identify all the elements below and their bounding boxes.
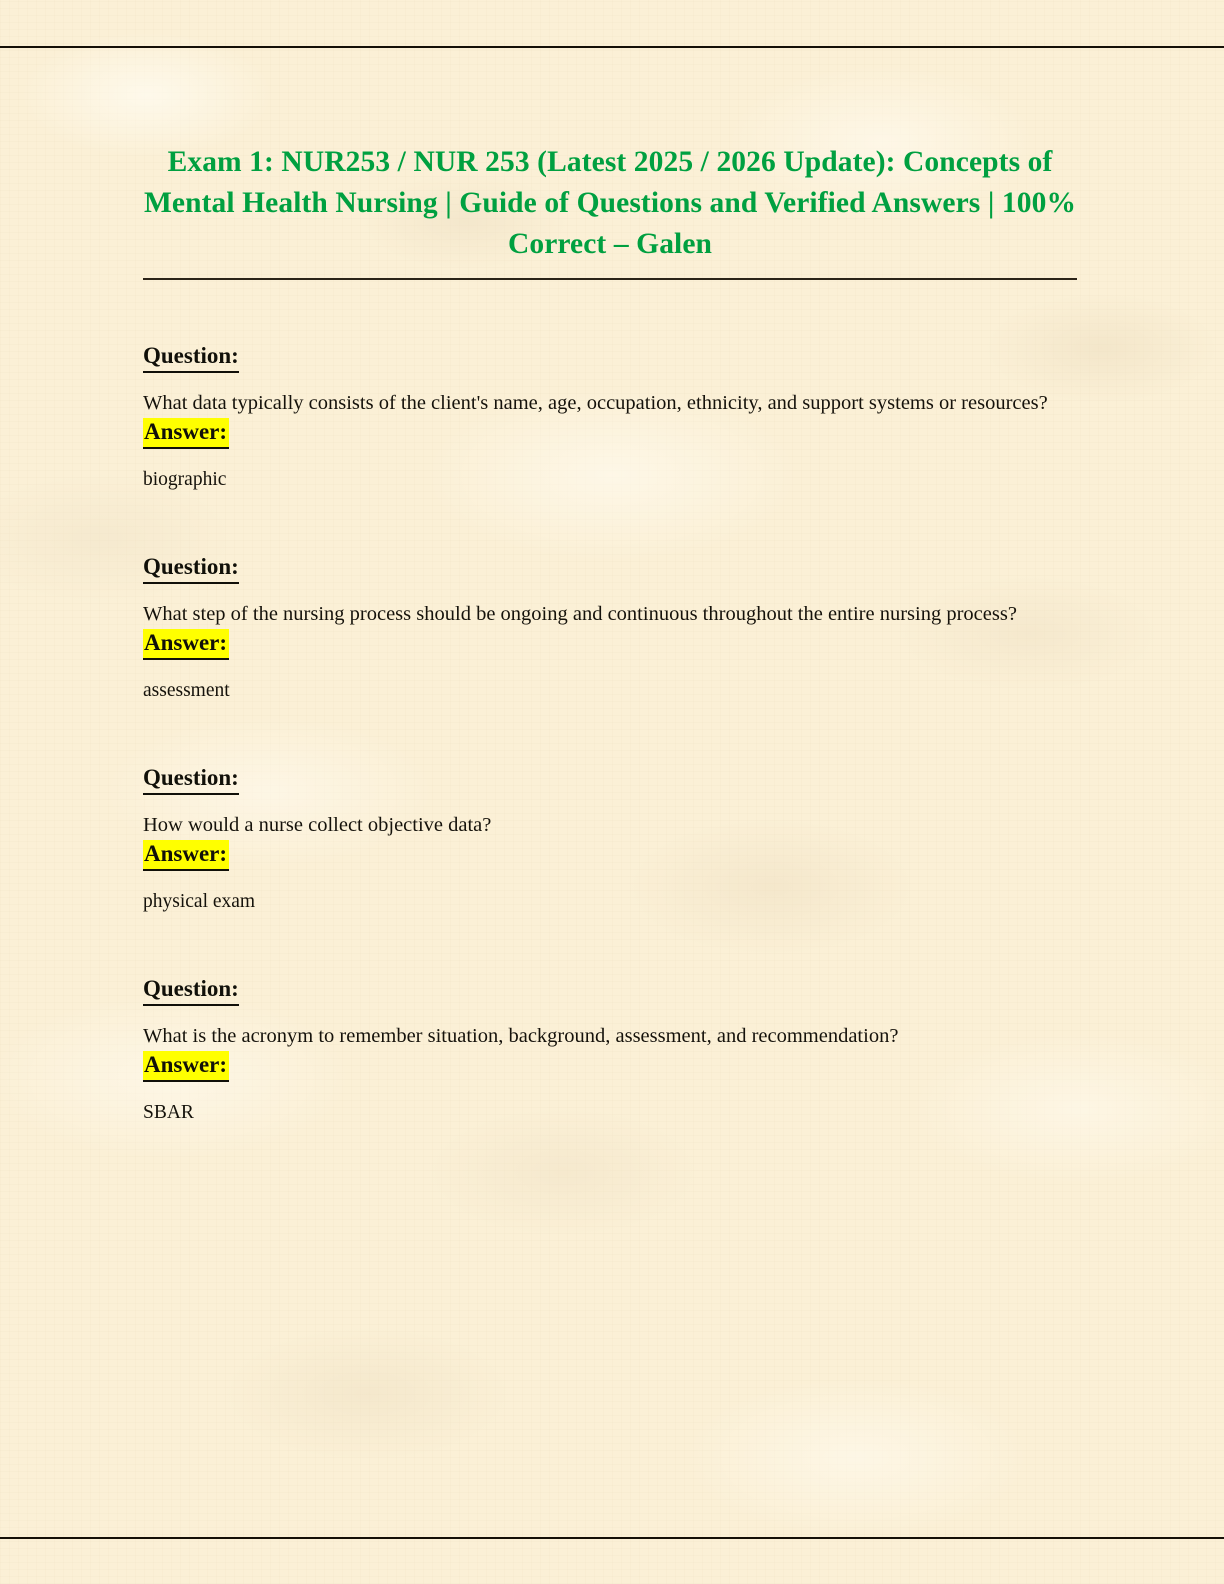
question-text: What is the acronym to remember situation, background, assessment, and recommendation? — [143, 1025, 899, 1047]
question-label: Question: — [143, 342, 239, 373]
question-label: Question: — [143, 764, 239, 795]
question-text: What step of the nursing process should be ongoing and continuous throughout the entire nursing process? — [143, 603, 1017, 625]
qa-block — [143, 493, 1077, 704]
question-text: How would a nurse collect objective data? — [143, 814, 492, 836]
answer-label: Answer: — [143, 1051, 229, 1082]
question-text: What data typically consists of the client's name, age, occupation, ethnicity, and support systems or resources? — [143, 392, 1048, 414]
answer-text: biographic — [143, 469, 227, 490]
answer-text: SBAR — [143, 1102, 194, 1123]
qa-block — [143, 915, 1077, 1126]
question-label: Question: — [143, 553, 239, 584]
qa-block — [143, 280, 1077, 493]
answer-label: Answer: — [143, 418, 229, 449]
page-bottom-rule — [0, 1537, 1224, 1539]
question-answer-list — [143, 280, 1077, 1126]
answer-text: assessment — [143, 680, 230, 701]
answer-text: physical exam — [143, 891, 256, 912]
document-content — [143, 0, 1077, 1126]
answer-label: Answer: — [143, 840, 229, 871]
question-label: Question: — [143, 975, 239, 1006]
answer-label: Answer: — [143, 629, 229, 660]
qa-block — [143, 704, 1077, 915]
page-title: Exam 1: NUR253 / NUR 253 (Latest 2025 / 2026 Update): Concepts of Mental Health Nursing | Guide of Questions and Verified Answers | 100% Correct – Galen — [143, 146, 1077, 260]
